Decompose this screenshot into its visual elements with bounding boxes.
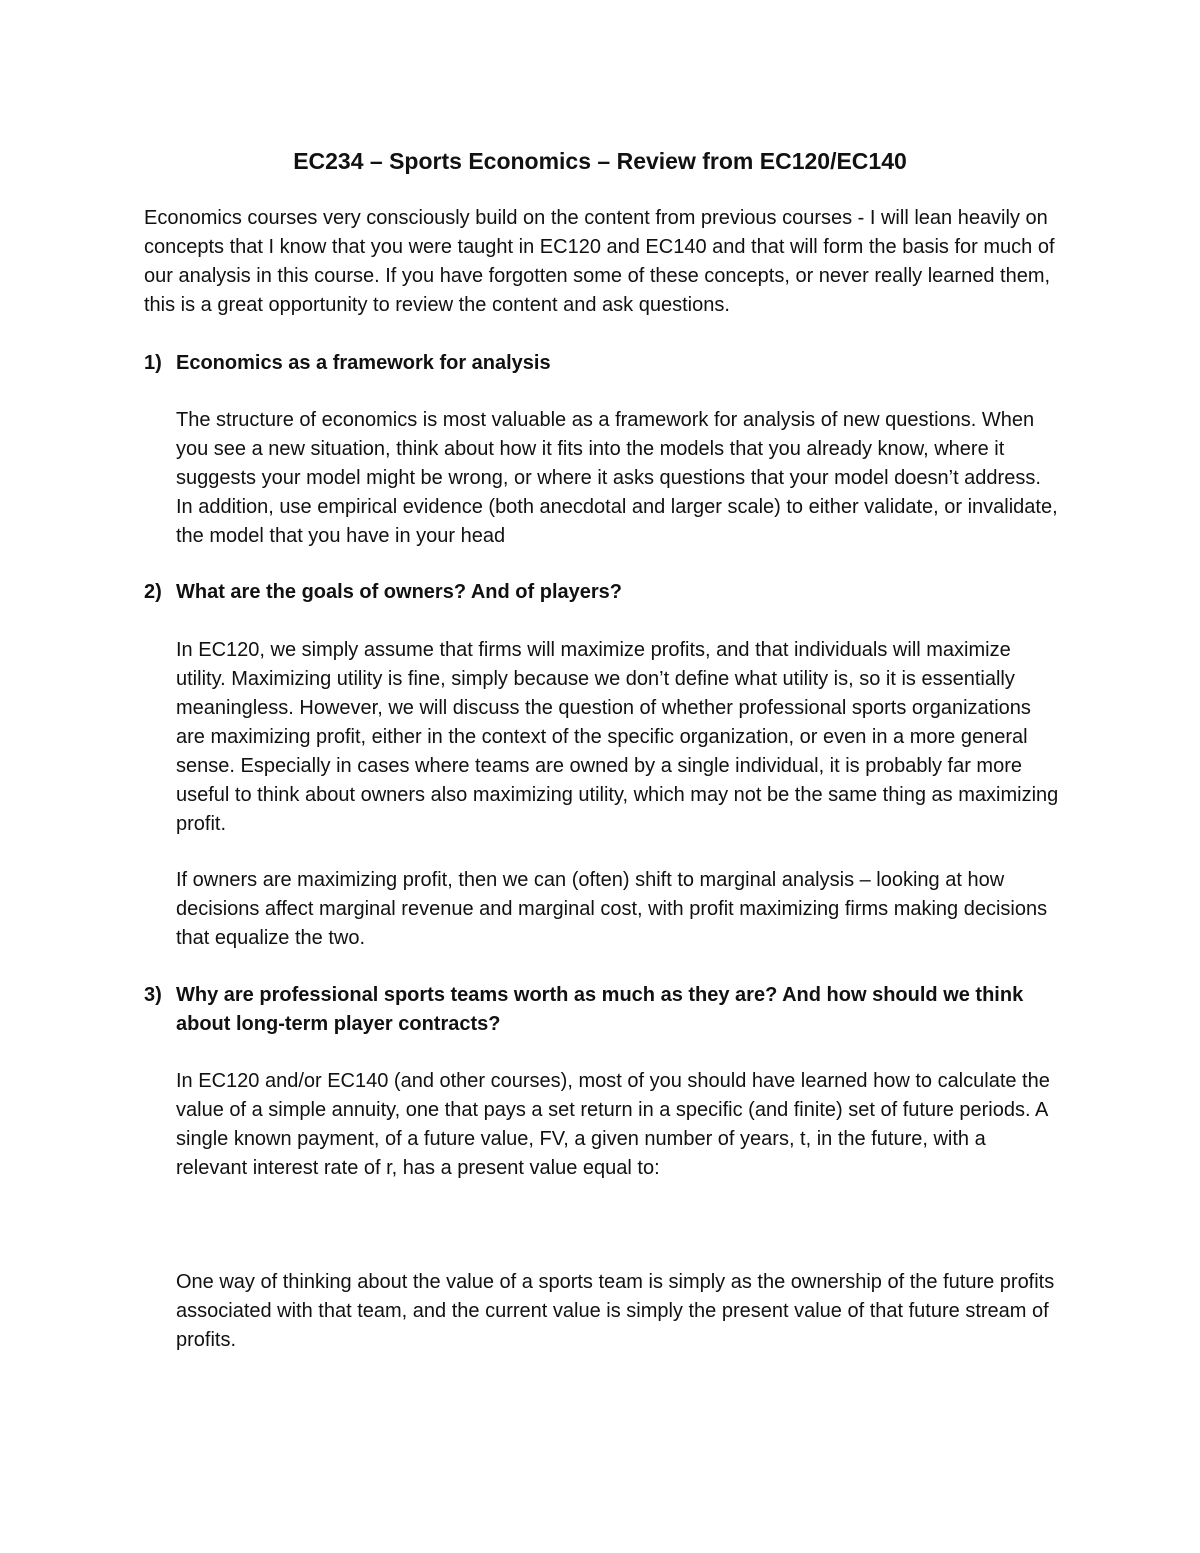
section-3-number: 3)	[144, 984, 162, 1006]
section-1-heading: Economics as a framework for analysis	[176, 352, 551, 374]
section-3-paragraph-1: In EC120 and/or EC140 (and other courses), most of you should have learned how to calculate the value of a simple annuity, one that pays a set return in a specific (and finite) set of future periods. A single known payment, of a future value, FV, a given number of years, t, in the future, with a relevant interest rate of r, has a present value equal to:	[176, 1070, 1050, 1179]
section-2-paragraph-1: In EC120, we simply assume that firms will maximize profits, and that individuals will maximize utility. Maximizing utility is fine, simply because we don’t define what utility is, so it is essentially meaningless. However, we will discuss the question of whether professional sports organizations are maximizing profit, either in the context of the specific organization, or even in a more general sense. Especially in cases where teams are owned by a single individual, it is probably far more useful to think about owners also maximizing utility, which may not be the same thing as maximizing profit.	[176, 639, 1059, 835]
section-2-heading: What are the goals of owners? And of players?	[176, 581, 622, 603]
section-2-number: 2)	[144, 581, 162, 603]
document-title: EC234 – Sports Economics – Review from EC120/EC140	[293, 148, 907, 174]
section-1-paragraph-1: The structure of economics is most valuable as a framework for analysis of new questions. When you see a new situation, think about how it fits into the models that you already know, where it suggests your model might be wrong, or where it asks questions that your model doesn’t address. In addition, use empirical evidence (both anecdotal and larger scale) to either validate, or invalidate, the model that you have in your head	[176, 409, 1058, 547]
section-3-paragraph-2: One way of thinking about the value of a sports team is simply as the ownership of the future profits associated with that team, and the current value is simply the present value of that future stream of profits.	[176, 1271, 1055, 1351]
section-1-number: 1)	[144, 352, 162, 374]
section-2-paragraph-2: If owners are maximizing profit, then we can (often) shift to marginal analysis – looking at how decisions affect marginal revenue and marginal cost, with profit maximizing firms making decisions that equalize the two.	[176, 869, 1048, 949]
intro-paragraph: Economics courses very consciously build on the content from previous courses - I will lean heavily on concepts that I know that you were taught in EC120 and EC140 and that will form the basis for much of our analysis in this course. If you have forgotten some of these concepts, or never really learned them, this is a great opportunity to review the content and ask questions.	[144, 207, 1055, 316]
section-3-heading: Why are professional sports teams worth as much as they are? And how should we think about long-term player contracts?	[176, 984, 1024, 1035]
